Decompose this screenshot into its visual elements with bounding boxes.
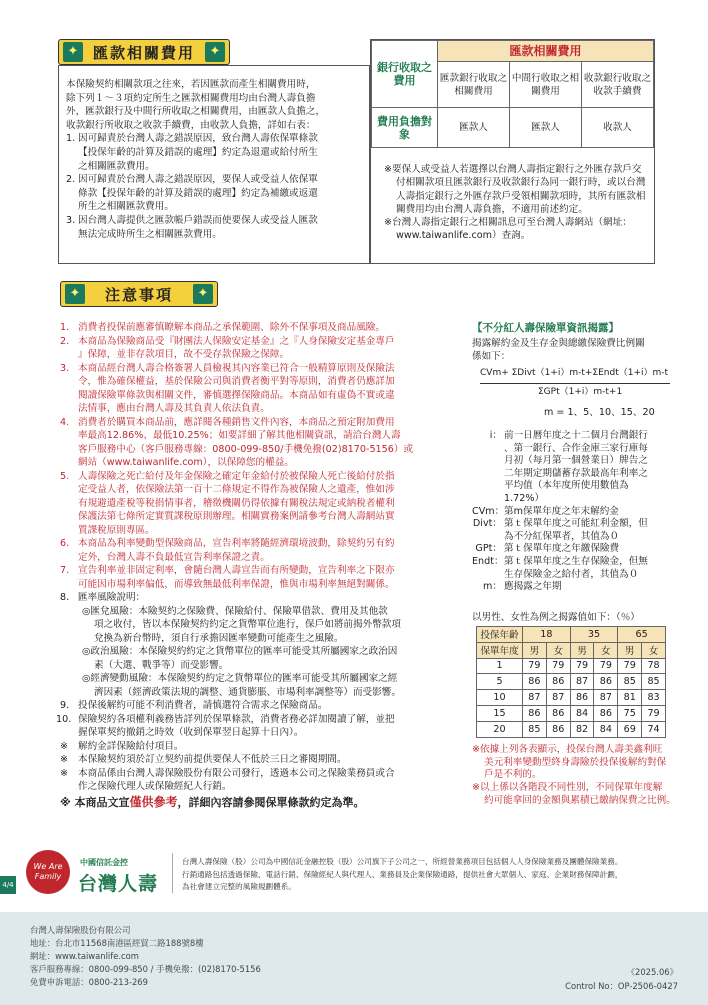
- rate-value: 79: [642, 705, 666, 721]
- notes-item: [60, 767, 460, 794]
- definition-line: 、第一銀行、合作金庫三家行庫每: [504, 442, 648, 454]
- disclosure-note-line: 戶是不利的。: [484, 769, 542, 781]
- notes-item-num: 3.: [60, 362, 70, 374]
- rate-value: 78: [642, 658, 666, 674]
- footer-date: 《2025.06》: [626, 967, 678, 977]
- notes-item: [60, 591, 460, 605]
- rate-sex: 女: [642, 642, 666, 658]
- risk-item: [60, 672, 460, 699]
- notes-item: [60, 470, 460, 538]
- logo-en: We Are Family: [33, 862, 63, 881]
- notes-item: [60, 335, 460, 362]
- rate-age: 18: [523, 627, 571, 643]
- example-title: 以男性、女性為例之揭露值如下：（％）: [472, 612, 640, 623]
- rate-value: 85: [523, 721, 547, 737]
- risk-item: [60, 645, 460, 672]
- rate-value: 86: [570, 690, 594, 706]
- fee-col-remit: 匯款銀行收取之相關費用: [438, 62, 510, 108]
- notes-item-line: 客戶服務中心（客戶服務專線：0800-099-850/手機免撥(02)8170-5156）或: [78, 443, 414, 455]
- notes-item-num: 6.: [60, 538, 70, 549]
- definition-key: i：: [489, 430, 502, 441]
- notes-item-num: 8.: [60, 592, 70, 603]
- notes-item-line: 可能因市場利率偏低，而導致無最低利率保證，惟與市場利率無絕對關係。: [78, 578, 395, 590]
- rate-age: 65: [618, 627, 666, 643]
- footer-address: 地址：台北市11568南港區經貿二路188號8樓: [30, 938, 204, 948]
- notes-item-line: 消費者投保前應審慎瞭解本商品之承保範圍、除外不保事項及商品風險。: [78, 322, 385, 333]
- notes-item-line: 投保後解約可能不利消費者，請慎選符合需求之保險商品。: [78, 700, 328, 711]
- fee-item: [66, 132, 366, 173]
- disclosure-intro-2: 係如下：: [472, 351, 511, 362]
- rate-value: 83: [642, 690, 666, 706]
- rate-value: 79: [523, 658, 547, 674]
- risk-item: [60, 605, 460, 646]
- rate-year: 20: [477, 721, 523, 737]
- definition: [472, 543, 682, 556]
- notes-item-num: 5.: [60, 470, 70, 482]
- fee-table-header: 匯款相關費用: [438, 41, 654, 62]
- risk-line: ◎政治風險：本保險契約約定之貨幣單位的匯率可能受其所屬國家之政治因: [82, 646, 398, 657]
- footer-company: 台灣人壽保險股份有限公司: [30, 925, 131, 935]
- footer-control: Control No：OP-2506-0427: [565, 981, 678, 991]
- notes-item-num: 10.: [56, 713, 72, 725]
- definition: [472, 430, 682, 506]
- notes-item-line: 網站（www.taiwanlife.com），以保障您的權益。: [78, 457, 294, 468]
- definition-line: 生存保險金之給付者，其值為０: [504, 568, 639, 580]
- sparkle-icon: ✦: [65, 284, 85, 304]
- notes-item-line: 握保單契約撤銷之時效（收到保單翌日起算十日內）。: [78, 727, 304, 738]
- sparkle-icon: ✦: [63, 42, 83, 62]
- fee-payer: 匯款人: [438, 108, 510, 148]
- notes-item: [60, 362, 460, 416]
- definition-line: 應揭露之年期: [504, 581, 562, 593]
- logo-name: 台灣人壽: [78, 873, 159, 895]
- notes-item-line: 保險契約各項權利義務皆詳列於保單條款，消費者務必詳加閱讀了解，並把: [78, 713, 395, 725]
- notes-item-line: 宣告利率並非固定利率，會隨台灣人壽宣告而有所變動，宣告利率之下限亦: [78, 565, 395, 576]
- notes-item-line: 閱讀保險單條款與相關文件，審慎選擇保險商品。本商品如有虛偽不實或違: [78, 389, 395, 401]
- rate-value: 79: [618, 658, 642, 674]
- table-row: [477, 658, 666, 674]
- brand-desc-line: 為社會建立完整的風險規劃體系。: [182, 882, 296, 891]
- risk-line: 素（大選、戰爭等）而受影響。: [94, 659, 229, 671]
- table-row: [477, 690, 666, 706]
- fee-item-line: 因可歸責於台灣人壽之錯誤原因，致台灣人壽依保單條款: [78, 133, 318, 145]
- notes-item: [60, 416, 460, 470]
- footer-complaint: 免費申訴電話：0800-213-269: [30, 977, 148, 987]
- fee-intro-line: 外，匯款銀行及中間行所收取之相關費用，由匯款人負擔之，: [66, 106, 326, 118]
- notes-item-line: 』保障，並非存款項目，故不受存款保險之保障。: [78, 349, 290, 360]
- final-mark: ※: [60, 795, 75, 809]
- fee-payer: 收款人: [582, 108, 654, 148]
- rate-value: 86: [546, 721, 570, 737]
- table-row: [477, 705, 666, 721]
- disclosure-note: [472, 744, 682, 782]
- fee-item: [66, 214, 366, 241]
- rate-age-label: 投保年齡: [477, 627, 523, 643]
- definition-line: 月初（每月第一個營業日）牌告之: [504, 455, 648, 467]
- rate-value: 75: [618, 705, 642, 721]
- rate-value: 86: [546, 674, 570, 690]
- rate-year: 5: [477, 674, 523, 690]
- fee-item-line: 之相關匯款費用。: [78, 160, 155, 172]
- notes-item-line: 匯率風險說明：: [78, 592, 146, 603]
- fee-item-num: 2.: [66, 174, 76, 186]
- notes-item-line: 本商品為保險商品受『財團法人保險安定基金』之『人身保險安定基金專戶: [78, 335, 395, 347]
- notes-section-header: [60, 281, 218, 307]
- fee-intro: [66, 78, 366, 241]
- rate-sex: 男: [570, 642, 594, 658]
- footer-service: 客戶服務專線：0800-099-850 / 手機免撥：(02)8170-5156: [30, 964, 261, 974]
- definition-line: 第ｔ保單年度之年繳保險費: [504, 543, 620, 555]
- disclosure-note-line: 約可能拿回的金額與累積已繳納保費之比例。: [484, 794, 676, 806]
- rate-value: 81: [618, 690, 642, 706]
- definition-line: 平均值（本年度所使用數值為: [504, 480, 629, 492]
- rate-table: [476, 626, 666, 738]
- rate-year: 1: [477, 658, 523, 674]
- notes-item-num: ※: [60, 740, 69, 752]
- definition-key: Divt：: [472, 518, 502, 530]
- fee-note-line: www.taiwanlife.com）查詢。: [396, 230, 531, 242]
- notes-item-line: 定受益人者，依保險法第一百十二條規定不得作為被保險人之遺產，惟如涉: [78, 484, 395, 495]
- rate-value: 86: [546, 705, 570, 721]
- notes-item-line: 人壽保險之死亡給付及年金保險之確定年金給付於被保險人死亡後給付於指: [78, 470, 395, 482]
- notes-item: [56, 713, 460, 740]
- brand-desc-line: 行銷通路包括透過保險、電話行銷、保險經紀人與代理人、業務員及企業保險通路，提供社會大眾個人、家庭、企業財務保障計劃，: [182, 869, 623, 879]
- fee-intro-line: 除下列１～３項約定所生之匯款相關費用均由台灣人壽負擔: [66, 92, 316, 104]
- fee-item-line: 【投保年齡的計算及錯誤的處理】約定為退還或給付所生: [78, 146, 318, 158]
- fee-note: [384, 163, 654, 216]
- rate-value: 79: [594, 658, 618, 674]
- definition-key: Endt：: [472, 555, 504, 567]
- rate-value: 86: [594, 674, 618, 690]
- definition-line: 第m保單年度之年末解約金: [504, 505, 619, 517]
- notes-item-line: 定外，台灣人壽不負最低宣告利率保證之責。: [78, 551, 270, 563]
- brand-desc-line: 台灣人壽保險（股）公司為中國信託金融控股（股）公司旗下子公司之一，所經營業務項目包括個人人身保險業務及團體保險業務。: [182, 857, 623, 866]
- definition-value: [504, 543, 682, 556]
- fee-item-line: 條款【投保年齡的計算及錯誤的處理】約定為補繳或返還: [78, 187, 318, 199]
- disclosure-intro-1: 揭露解約金及生存金與總繳保險費比例關: [472, 338, 645, 349]
- rate-value: 87: [523, 690, 547, 706]
- risk-line: 濟因素（經濟政策法規的調整、通貨膨脹、市場利率調整等）而受影響。: [94, 686, 401, 698]
- notes-item: [60, 740, 460, 754]
- fee-col-receive: 收款銀行收取之收款手續費: [582, 62, 654, 108]
- disclosure-note-line: ※以上係以各階段不同性別，不同保單年度解: [472, 782, 663, 794]
- final-prefix: 本商品文宣: [74, 795, 130, 809]
- definition: [472, 518, 682, 543]
- fee-item-line: 無法完成時所生之相關匯款費用。: [78, 228, 222, 240]
- risk-line: 項之收付，皆以本保險契約約定之貨幣單位進行，保戶如將前揭外幣款項: [94, 619, 401, 630]
- notes-item-line: 本保險契約須於訂立契約前提供要保人不低於三日之審閱期間。: [78, 754, 347, 765]
- notes-item-line: 本商品係由台灣人壽保險股份有限公司發行，透過本公司之保險業務員或合: [78, 767, 395, 779]
- formula-numerator: CVm+ ΣDivt（1+i）m-t+ΣEndt（1+i）m-t: [480, 368, 669, 378]
- brand-divider: [172, 853, 173, 893]
- rate-age: 35: [570, 627, 618, 643]
- fee-item: [66, 173, 366, 214]
- definition-line: 二年期定期儲蓄存款最高年利率之: [504, 467, 648, 479]
- notes-item-line: 解約金詳保險給付項目。: [78, 740, 184, 752]
- definition: [472, 556, 682, 581]
- final-suffix: ，詳細內容請參閱保單條款約定為準。: [177, 795, 365, 809]
- fee-note-line: ※要保人或受益人若選擇以台灣人壽指定銀行之外匯存款戶交: [384, 164, 642, 175]
- rate-sex: 女: [546, 642, 570, 658]
- fee-item-line: 所生之相關匯款費用。: [78, 201, 174, 213]
- notes-item-line: 質課稅原則專區。: [78, 524, 155, 536]
- m-values: m = 1、5、10、15、20: [544, 407, 655, 418]
- notes-item-line: 本商品為利率變動型保險商品，宣告利率將隨經濟環境波動，除契約另有約: [78, 538, 395, 549]
- notes-item-num: 7.: [60, 565, 70, 576]
- disclosure-title: 【不分紅人壽保險單資訊揭露】: [472, 322, 619, 334]
- sparkle-icon: ✦: [205, 42, 225, 62]
- definition-line: 前一日曆年度之十二個月台灣銀行: [504, 430, 648, 441]
- fee-item-num: 1.: [66, 133, 76, 145]
- footer: [0, 912, 708, 1005]
- definition-line: 第ｔ保單年度之生存保險金，但無: [504, 555, 648, 567]
- risk-line: 兌換為新台幣時，須自行承擔因匯率變動可能產生之風險。: [94, 632, 344, 644]
- notes-item-num: ※: [60, 767, 69, 779]
- notes-item-line: 率最高12.86%、最低10.25%；如要詳細了解其他相關資訊，請洽台灣人壽: [78, 430, 401, 441]
- final-note: [60, 796, 460, 810]
- fee-note-line: ※台灣人壽指定銀行之相關訊息可至台灣人壽網站（網址：: [384, 217, 632, 229]
- rate-value: 86: [594, 705, 618, 721]
- disclosure-definitions: [472, 430, 682, 594]
- rate-sex: 男: [523, 642, 547, 658]
- notes-item-num: ※: [60, 754, 69, 765]
- fee-intro-line: 收款銀行所收取之收款手續費，由收款人負擔，詳如右表：: [66, 119, 316, 131]
- notes-item-line: 有規避遺產稅等稅捐情事者，稽徵機關仍得依據有關稅法規定或納稅者權利: [78, 497, 395, 509]
- rate-value: 85: [642, 674, 666, 690]
- rate-year: 10: [477, 690, 523, 706]
- notes-item: [60, 753, 460, 767]
- fee-item-line: 因台灣人壽提供之匯款帳戶錯誤而使要保人或受益人匯款: [78, 214, 318, 226]
- table-row: [477, 674, 666, 690]
- notes-item-line: 作之保險代理人或保險經紀人行銷。: [78, 781, 232, 792]
- rate-value: 86: [523, 705, 547, 721]
- disclosure-notes: [472, 744, 682, 808]
- disclosure-note: [472, 782, 682, 807]
- rate-value: 86: [523, 674, 547, 690]
- fee-col-middle: 中間行收取之相關費用: [510, 62, 582, 108]
- page-number: 4/4: [0, 876, 16, 894]
- definition-key: CVm：: [472, 505, 505, 517]
- notes-item-line: 本商品經台灣人壽合格簽署人員檢視其內容業已符合一般精算原則及保險法: [78, 362, 395, 374]
- fee-note-line: 關費用均由台灣人壽負擔，不適用前述約定。: [396, 203, 588, 215]
- definition-value: [504, 581, 682, 594]
- definition: [472, 506, 682, 519]
- formula-bar: [480, 383, 670, 384]
- definition-key: m：: [483, 581, 502, 593]
- definition-key: GPt：: [475, 543, 502, 555]
- fee-section-title: 匯款相關費用: [92, 43, 195, 62]
- notes-item-num: 1.: [60, 322, 70, 333]
- definition-value: [504, 506, 682, 519]
- disclosure-note-line: ※依據上列各表顯示，投保台灣人壽美鑫利旺: [472, 744, 663, 755]
- rate-value: 85: [618, 674, 642, 690]
- notes-item-num: 2.: [60, 335, 70, 347]
- formula-denominator: ΣGPt（1+i）m-t+1: [538, 387, 623, 397]
- fee-notes: [384, 163, 654, 243]
- rate-value: 74: [642, 721, 666, 737]
- risk-line: ◎匯兌風險：本險契約之保險費、保險給付、保險單借款、費用及其他款: [82, 605, 388, 617]
- notes-section-title: 注意事項: [104, 285, 173, 304]
- definition-value: [504, 518, 682, 543]
- notes-item: [60, 537, 460, 564]
- fee-item-line: 因可歸責於台灣人壽之錯誤原因，要保人或受益人依保單: [78, 174, 318, 186]
- notes-item-num: 4.: [60, 416, 70, 428]
- definition: [472, 581, 682, 594]
- fee-row2-label: 費用負擔對象: [372, 108, 438, 148]
- risk-line: ◎經濟變動風險：本保險契約約定之貨幣單位的匯率可能受其所屬國家之經: [82, 673, 398, 684]
- rate-value: 79: [570, 658, 594, 674]
- notes-item-line: 令，惟為確保權益，基於保險公司與消費者衡平對等原則，消費者仍應詳加: [78, 376, 395, 387]
- definition-line: 第ｔ保單年度之可能紅利金額，但: [504, 518, 648, 530]
- logo-mark: [26, 850, 70, 894]
- fee-intro-line: 本保險契約相關款項之往來，若因匯款而產生相關費用時，: [66, 79, 316, 90]
- rate-value: 87: [594, 690, 618, 706]
- rate-value: 69: [618, 721, 642, 737]
- rate-value: 82: [570, 721, 594, 737]
- fee-note: [384, 216, 654, 243]
- definition-line: 為不分紅保單者，其值為０: [504, 530, 620, 542]
- notes-item-line: 法情事，應由台灣人壽及其負責人依法負責。: [78, 403, 270, 414]
- rate-year-label: 保單年度: [477, 642, 523, 658]
- brand-description: [182, 856, 682, 894]
- sparkle-icon: ✦: [193, 284, 213, 304]
- rate-sex: 女: [594, 642, 618, 658]
- definition-value: [504, 430, 682, 506]
- notes-item: [60, 699, 460, 713]
- notes-item: [60, 564, 460, 591]
- rate-year: 15: [477, 705, 523, 721]
- fee-section-header: [58, 39, 230, 65]
- definition-line: 1.72%）: [504, 492, 545, 504]
- rate-sex: 男: [618, 642, 642, 658]
- rate-value: 87: [546, 690, 570, 706]
- rate-value: 84: [570, 705, 594, 721]
- disclosure-note-line: 美元利率變動型終身壽險於投保後解約對保: [484, 756, 667, 768]
- fee-note-line: 人壽指定銀行之外匯存款戶受領相關款項時，其所有匯款相: [396, 190, 646, 202]
- notes-item-line: 消費者於購買本商品前，應詳閱各種銷售文件內容，本商品之預定附加費用: [78, 416, 395, 428]
- final-emph: 僅供參考: [129, 794, 178, 809]
- notes-item-line: 保護法第七條所定實質課稅原則辦理。相關實務案例請參考台灣人壽網站實: [78, 511, 395, 522]
- table-row: [477, 721, 666, 737]
- fee-row1-label: 銀行收取之費用: [372, 41, 438, 108]
- definition-value: [504, 556, 682, 581]
- fee-payer: 匯款人: [510, 108, 582, 148]
- logo-group: 中國信託金控: [80, 858, 128, 867]
- rate-value: 84: [594, 721, 618, 737]
- rate-value: 87: [570, 674, 594, 690]
- notes-list: [56, 321, 460, 809]
- rate-value: 79: [546, 658, 570, 674]
- footer-website[interactable]: 網址：www.taiwanlife.com: [30, 951, 139, 961]
- fee-table: [371, 40, 654, 148]
- notes-item: [60, 321, 460, 335]
- fee-item-num: 3.: [66, 214, 76, 226]
- fee-note-line: 付相關款項且匯款銀行及收款銀行為同一銀行時，或以台灣: [396, 177, 646, 189]
- notes-item-num: 9.: [60, 700, 70, 711]
